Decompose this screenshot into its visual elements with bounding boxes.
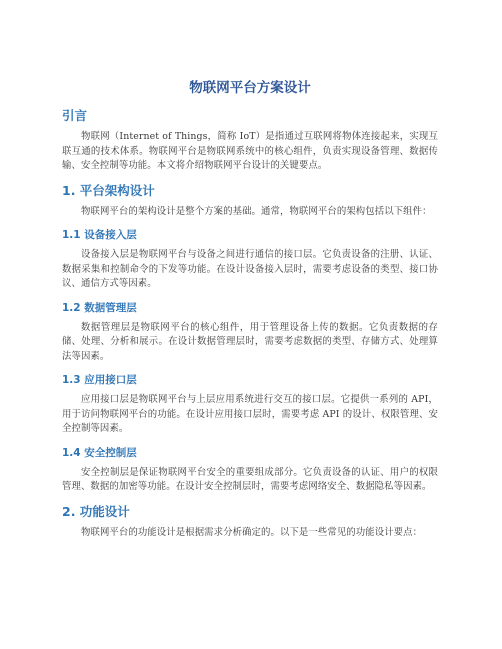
device-access-paragraph: 设备接入层是物联网平台与设备之间进行通信的接口层。它负责设备的注册、认证、数据采集和控制命令的下发等功能。在设计设备接入层时，需要考虑设备的类型、接口协议、通信方式等因素。 [62, 249, 438, 289]
architecture-heading: 1. 平台架构设计 [62, 182, 155, 198]
architecture-paragraph: 物联网平台的架构设计是整个方案的基础。通常，物联网平台的架构包括以下组件： [81, 205, 432, 217]
functions-heading: 2. 功能设计 [62, 503, 130, 519]
functions-paragraph: 物联网平台的功能设计是根据需求分析确定的。以下是一些常见的功能设计要点： [81, 526, 423, 538]
security-control-paragraph: 安全控制层是保证物联网平台安全的重要组成部分。它负责设备的认证、用户的权限管理、数据的加密等功能。在设计安全控制层时，需要考虑网络安全、数据隐私等因素。 [62, 466, 438, 492]
data-management-heading: 1.2 数据管理层 [62, 301, 137, 314]
intro-paragraph: 物联网（Internet of Things，简称 IoT）是指通过互联网将物体连接起来，实现互联互通的技术体系。物联网平台是物联网系统中的核心组件，负责实现设备管理、数据传输、安全控制等功能。本文将介绍物联网平台设计的关键要点。 [62, 131, 438, 171]
device-access-heading: 1.1 设备接入层 [62, 229, 137, 241]
intro-heading: 引言 [62, 108, 88, 123]
application-interface-heading: 1.3 应用接口层 [62, 374, 137, 386]
data-management-paragraph: 数据管理层是物联网平台的核心组件，用于管理设备上传的数据。它负责数据的存储、处理、分析和展示。在设计数据管理层时，需要考虑数据的类型、存储方式、处理算法等因素。 [62, 321, 438, 362]
document-title: 物联网平台方案设计 [189, 80, 311, 96]
security-control-heading: 1.4 安全控制层 [62, 446, 137, 459]
document-page [62, 70, 438, 540]
application-interface-paragraph: 应用接口层是物联网平台与上层应用系统进行交互的接口层。它提供一系列的 API，用于访问物联网平台的功能。在设计应用接口层时，需要考虑 API 的设计、权限管理、安全控制等因素。 [62, 394, 438, 434]
